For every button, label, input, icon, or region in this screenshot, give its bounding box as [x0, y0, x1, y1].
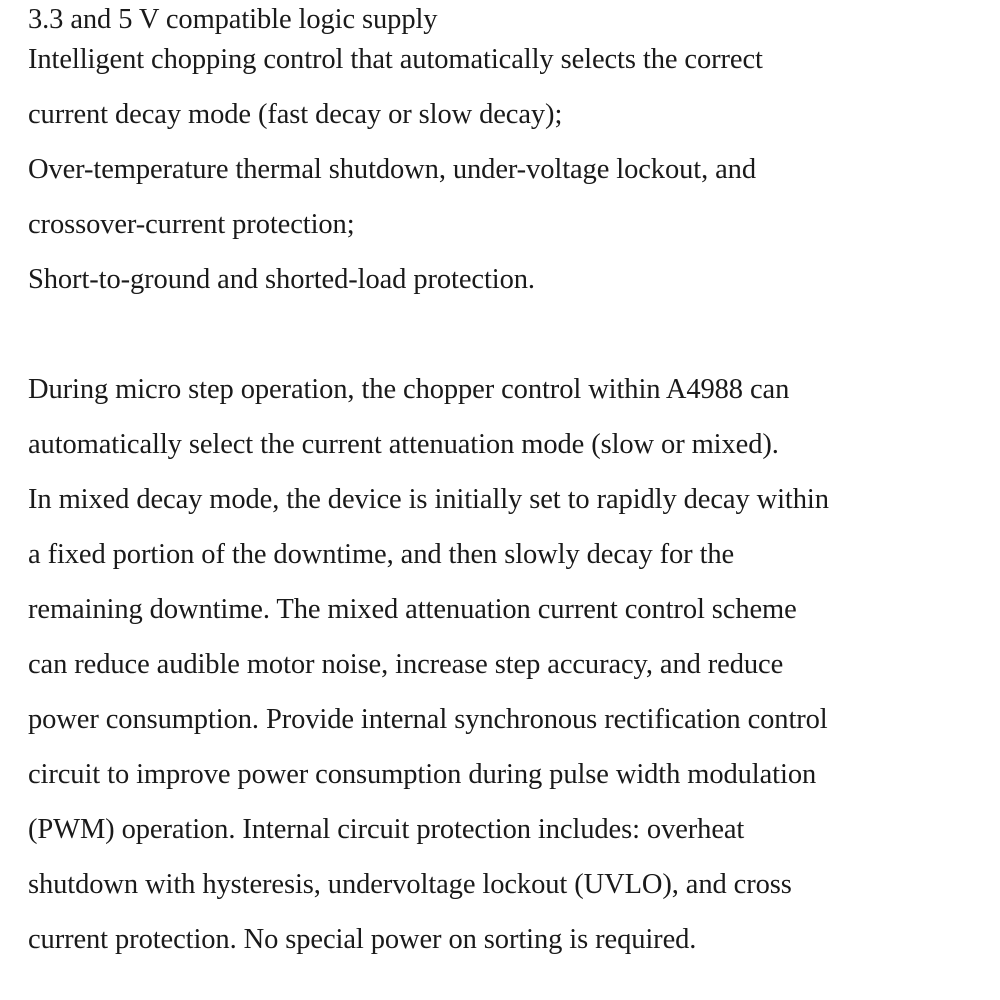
document-body	[28, 0, 994, 975]
features-line: current decay mode (fast decay or slow decay);	[28, 99, 563, 130]
features-line: Intelligent chopping control that automatically selects the correct	[28, 44, 763, 75]
description-line: remaining downtime. The mixed attenuation current control scheme	[28, 594, 797, 625]
features-line: 3.3 and 5 V compatible logic supply	[28, 4, 438, 35]
features-line: crossover-current protection;	[28, 209, 355, 240]
features-line: Over-temperature thermal shutdown, under-voltage lockout, and	[28, 154, 756, 185]
description-line: In mixed decay mode, the device is initially set to rapidly decay within	[28, 484, 829, 515]
description-line: (PWM) operation. Internal circuit protection includes: overheat	[28, 814, 745, 845]
description-paragraph	[28, 370, 994, 975]
description-line: power consumption. Provide internal synchronous rectification control	[28, 704, 828, 735]
description-line: shutdown with hysteresis, undervoltage lockout (UVLO), and cross	[28, 869, 792, 900]
description-line: automatically select the current attenuation mode (slow or mixed).	[28, 429, 779, 460]
paragraph-spacer	[28, 315, 994, 370]
description-line: can reduce audible motor noise, increase step accuracy, and reduce	[28, 649, 784, 680]
description-line: current protection. No special power on sorting is required.	[28, 924, 697, 955]
features-line: Short-to-ground and shorted-load protection.	[28, 264, 535, 295]
features-block	[28, 0, 994, 315]
description-line: During micro step operation, the chopper control within A4988 can	[28, 374, 790, 405]
description-line: circuit to improve power consumption during pulse width modulation	[28, 759, 817, 790]
description-line: a fixed portion of the downtime, and then slowly decay for the	[28, 539, 735, 570]
